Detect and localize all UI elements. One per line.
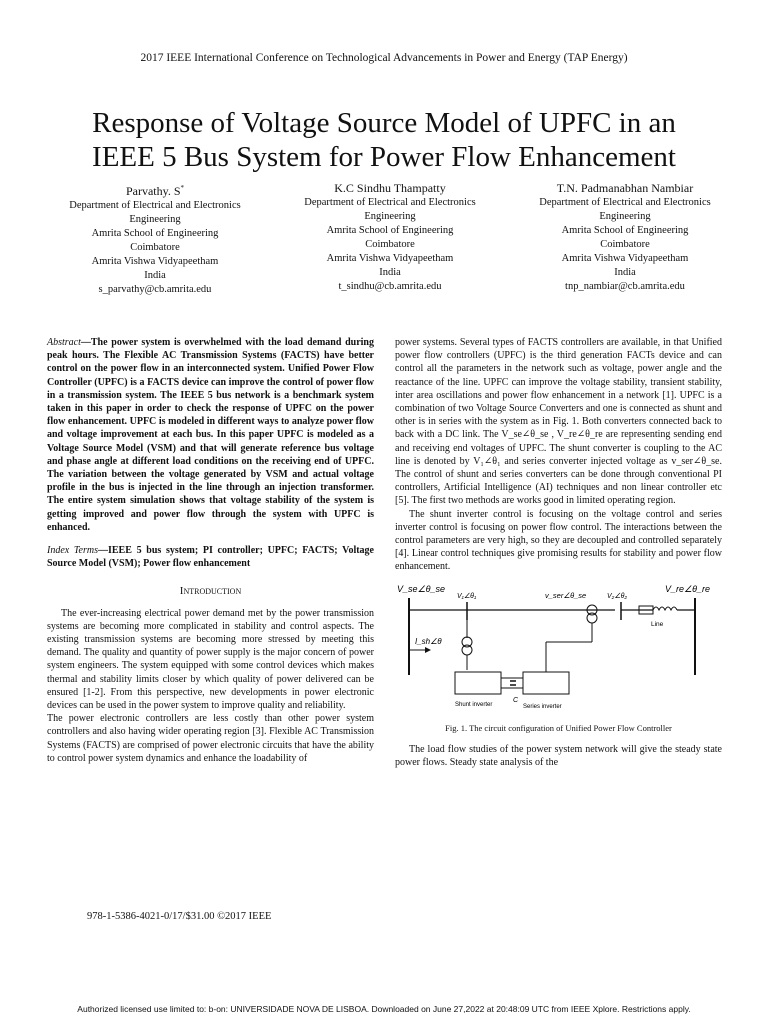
abstract bbox=[47, 336, 374, 534]
right-column bbox=[395, 336, 722, 769]
license-footer: Authorized licensed use limited to: b-on: UNIVERSIDADE NOVA DE LISBOA. Downloaded on June 27,2022 at 20:48:09 UTC from IEEE Xplore. Restrictions apply. bbox=[77, 1004, 691, 1014]
author-dept: Department of Electrical and Electronics Engineering bbox=[69, 200, 241, 225]
index-terms-lead: Index Terms bbox=[47, 545, 98, 557]
figure-caption: Fig. 1. The circuit configuration of Unified Power Flow Controller bbox=[445, 722, 672, 733]
label-line: Line bbox=[651, 620, 664, 628]
abstract-text: —The power system is overwhelmed with the load demand during peak hours. The Flexible AC Transmission Systems (FACTS) have better control on the power flow in an interconnected system. Unified Power Flow Controller (UPFC) is a FACTS device can improve the control of power flow in a transmission system. The IEEE 5 bus network is a benchmark system taken in this paper in order to check the response of UPFC on the power flow enhancement. UPFC is modeled in different ways to analyze power flow and voltage improvement at each bus. In this paper UPFC is modeled as a Voltage Source Model (VSM) and that will generate reference bus voltage and phase angle at different load conditions on the receiving end of UPFC. The variation between the voltage generated by VSM and actual voltage profile in the bus is injected in the line through an injection transformer. The entire system simulation shows that voltage stability of the system is getting improved and power flow through the system with UPFC is enhanced. bbox=[47, 337, 374, 533]
paragraph: The power electronic controllers are less costly than other power system controllers and also having wider operating region [3]. Flexible AC Transmission Systems (FACTS) are comprised of power electronic circuits that have the ability to control power system dynamics and enhance the loadability of bbox=[47, 713, 374, 764]
author-uni: Amrita Vishwa Vidyapeetham bbox=[326, 253, 454, 264]
author-city: Coimbatore bbox=[365, 239, 415, 250]
left-column bbox=[47, 336, 374, 765]
label-capacitor: C bbox=[513, 696, 519, 704]
author-country: India bbox=[379, 267, 401, 278]
label-v2: V₂∠θ₂ bbox=[607, 592, 628, 600]
label-shunt-inverter: Shunt inverter bbox=[455, 701, 493, 708]
author-uni: Amrita Vishwa Vidyapeetham bbox=[561, 253, 689, 264]
abstract-lead: Abstract bbox=[47, 337, 81, 348]
conference-header: 2017 IEEE International Conference on Technological Advancements in Power and Energy (TAP Energy) bbox=[140, 52, 628, 64]
title-line-1: Response of Voltage Source Model of UPFC in an bbox=[92, 107, 676, 139]
author-mark: * bbox=[180, 184, 185, 192]
author-country: India bbox=[614, 267, 636, 278]
paragraph: power systems. Several types of FACTS controllers are available, in that Unified power flow controllers (UPFC) is the third generation FACTs device and can control all the parameters in the network such as voltage, power angle and the reactance of the line. UPFC can improve the voltage stability, transient stability, inter area oscillations and power flow enhancement in a network [1]. UPFC is a combination of two Voltage Source Converters and one is connected as shunt and other is in series with the system as in Fig. 1. Both converters connected back to back with a DC link. The V_se∠θ_se , V_re∠θ_re are representing sending end and receiving end voltages of UPFC. The shunt converter is coupling to the AC line is denoted by V₁∠θ₁ and series converter injected voltage as v_ser∠θ_se. The control of shunt and series converters can be done through conventional PI controllers, Artificial Intelligence (AI) techniques and non linear controller etc [5]. The first two methods are works good in limited operating region. bbox=[395, 337, 722, 507]
author-city: Coimbatore bbox=[130, 242, 180, 253]
line-inductor-icon bbox=[653, 607, 677, 610]
author-name: K.C Sindhu Thampatty bbox=[334, 181, 446, 195]
series-inverter-box bbox=[523, 672, 569, 694]
author-school: Amrita School of Engineering bbox=[91, 228, 219, 239]
index-terms bbox=[47, 544, 374, 570]
upfc-circuit-figure bbox=[395, 580, 715, 710]
paragraph: The load flow studies of the power system network will give the steady state power flows. Steady state analysis of the bbox=[395, 744, 722, 769]
author-1 bbox=[45, 181, 265, 297]
section-heading-introduction: Introduction bbox=[179, 585, 242, 598]
author-email[interactable]: t_sindhu@cb.amrita.edu bbox=[338, 281, 442, 292]
author-uni: Amrita Vishwa Vidyapeetham bbox=[91, 256, 219, 267]
paragraph: The shunt inverter control is focusing on the voltage control and series inverter control is focusing on power flow control. The interactions between the control parameters are very high, so they are decoupled and controlled separately [4]. Linear control techniques give promising results for stability and power flow enhancement. bbox=[395, 508, 722, 573]
author-email[interactable]: s_parvathy@cb.amrita.edu bbox=[98, 284, 212, 295]
label-series-inverter: Series inverter bbox=[523, 703, 562, 710]
author-name: T.N. Padmanabhan Nambiar bbox=[556, 181, 694, 195]
isbn-copyright: 978-1-5386-4021-0/17/$31.00 ©2017 IEEE bbox=[87, 911, 272, 922]
index-terms-text: —IEEE 5 bus system; PI controller; UPFC; FACTS; Voltage Source Model (VSM); Power flow enhancement bbox=[47, 545, 374, 570]
title-line-2: IEEE 5 Bus System for Power Flow Enhancement bbox=[92, 141, 676, 173]
paragraph: The ever-increasing electrical power demand met by the power transmission systems are becoming more complicated in stability and control aspects. The existing transmission systems are becoming more stressed by meeting this demand. The quality and quantity of power supply is the major concern of power system engineers. The system equipped with some control devices which makes thermal and stability limits closer by which quality of power delivered can be ensured [1-2]. From this perspective, new developments in power electronic devices can be used in the power system to improve quality and reliability. bbox=[47, 607, 374, 712]
author-2 bbox=[280, 181, 500, 297]
label-ish: I_sh∠θ bbox=[415, 636, 442, 646]
author-name: Parvathy. S bbox=[125, 184, 181, 198]
author-school: Amrita School of Engineering bbox=[326, 225, 454, 236]
author-school: Amrita School of Engineering bbox=[561, 225, 689, 236]
label-vser: v_ser∠θ_se bbox=[545, 590, 587, 600]
author-country: India bbox=[144, 270, 166, 281]
author-dept: Department of Electrical and Electronics Engineering bbox=[539, 197, 711, 222]
shunt-inverter-box bbox=[455, 672, 501, 694]
author-dept: Department of Electrical and Electronics Engineering bbox=[304, 197, 476, 222]
label-v1: V₁∠θ₁ bbox=[457, 592, 477, 600]
author-3 bbox=[515, 181, 735, 297]
paper-title bbox=[30, 106, 738, 174]
author-email[interactable]: tnp_nambiar@cb.amrita.edu bbox=[565, 281, 685, 292]
author-block bbox=[45, 181, 735, 297]
label-sending-voltage: V_se∠θ_se bbox=[397, 583, 445, 594]
label-receiving-voltage: V_re∠θ_re bbox=[665, 583, 710, 594]
author-city: Coimbatore bbox=[600, 239, 650, 250]
